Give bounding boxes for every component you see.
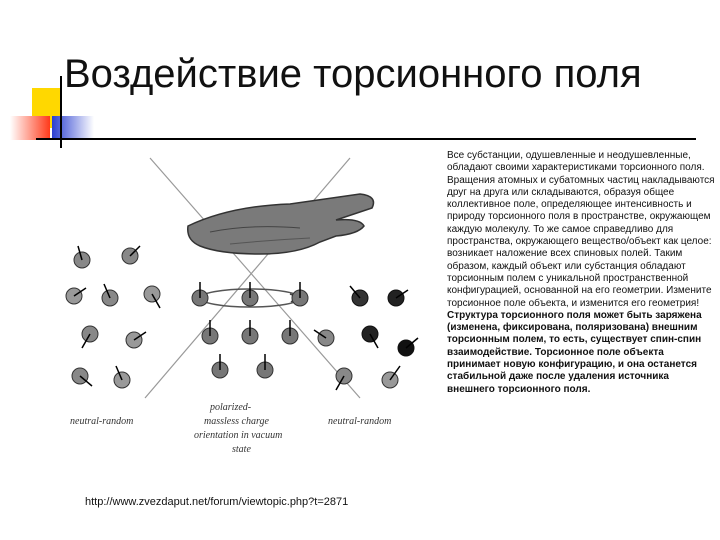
label-center-line4: state (232, 444, 251, 455)
label-center-line2: massless charge (204, 416, 269, 427)
body-text-bold: Структура торсионного поля может быть заряжена (изменена, фиксирована, поляризована) внешним торсионным полем, то есть, существует спин-спин взаимодействие. Торсионное поле объекта принимает новую конфигурацию, и она останется стабильной даже после удаления источника внешнего торсионного поля. (447, 309, 702, 395)
slide-title: Воздействие торсионного поля (64, 52, 642, 96)
label-center-line3: orientation in vacuum (194, 430, 283, 441)
source-url-link[interactable]: http://www.zvezdaput.net/forum/viewtopic.php?t=2871 (85, 496, 349, 508)
body-text (447, 150, 715, 396)
deco-blue-block (52, 116, 94, 140)
deco-red-block (10, 116, 50, 140)
deco-horizontal-line (36, 138, 696, 140)
label-right: neutral-random (328, 416, 392, 427)
label-center-line1: polarized- (210, 402, 252, 413)
label-left: neutral-random (70, 416, 134, 427)
torsion-field-illustration (60, 148, 432, 476)
body-text-regular: Все субстанции, одушевленные и неодушевленные, обладают своими характеристиками торсионного поля. Вращения атомных и субатомных частиц накладываются друг на друга или складываются, образуя общее коллективное поле, определяющее интенсивность и природу торсионного поля в пространстве, окружающем каждую молекулу. То же самое справедливо для пространства, окружающего вещество/объект как целое: возникает наложение всех спиновых полей. Таким образом, каждый объект или субстанция обладают торсионным полем с уникальной пространственной конфигурацией, основанной на его геометрии. Измените торсионное поле объекта, и изменится его геометрия! (447, 150, 715, 309)
